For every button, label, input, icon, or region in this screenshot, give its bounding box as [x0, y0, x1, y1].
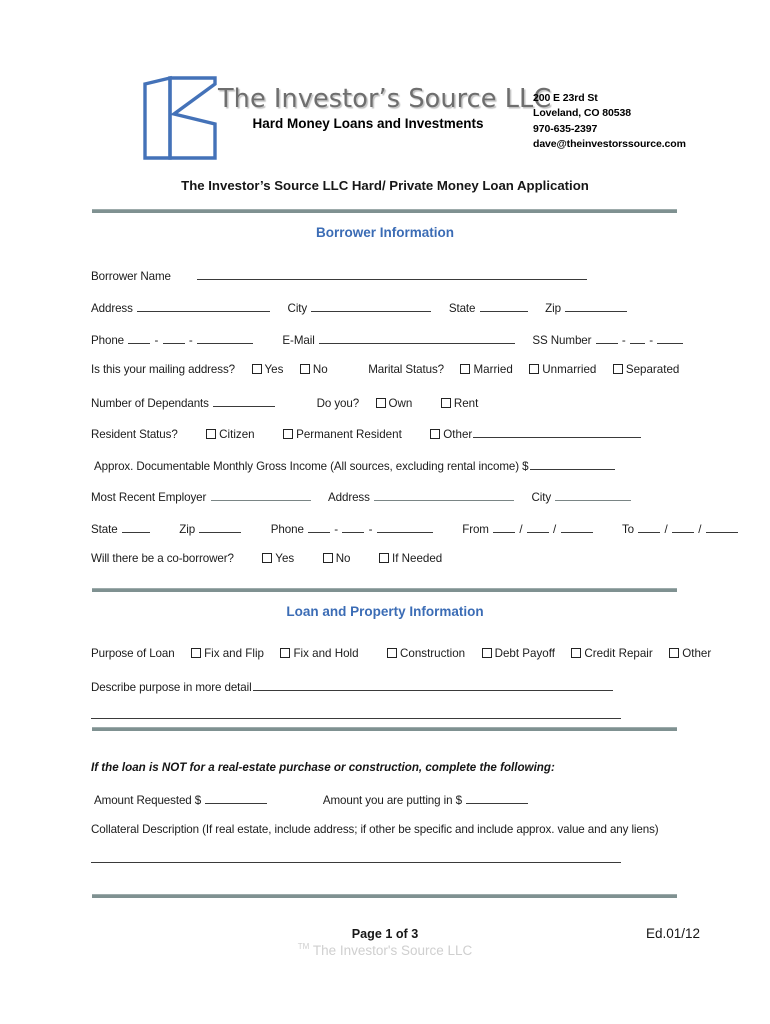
purpose-of-loan-label: Purpose of Loan — [91, 647, 175, 660]
collateral-description-input-line2[interactable] — [92, 894, 677, 898]
checkbox-icon — [283, 429, 293, 439]
section-divider-top — [92, 209, 677, 213]
field-row-employer — [91, 489, 691, 505]
checkbox-icon — [191, 648, 201, 658]
checkbox-coborrower-no[interactable] — [323, 552, 351, 566]
checkbox-own[interactable] — [376, 397, 413, 411]
field-row-resident-status — [91, 426, 691, 442]
dependants-input[interactable] — [213, 395, 275, 407]
checkbox-credit-repair-label: Credit Repair — [584, 647, 653, 660]
checkbox-icon — [529, 364, 539, 374]
field-row-borrower-name — [91, 268, 691, 284]
field-row-collateral-description — [91, 823, 691, 837]
employer-phone-prefix-input[interactable] — [342, 521, 364, 533]
checkbox-coborrower-if-needed-label: If Needed — [391, 552, 443, 565]
document-header — [0, 68, 770, 168]
checkbox-icon — [460, 364, 470, 374]
marital-status-question: Marital Status? — [368, 363, 445, 376]
checkbox-debt-payoff-label: Debt Payoff — [494, 647, 555, 660]
employment-to-label: To — [621, 523, 635, 536]
checkbox-icon — [669, 648, 679, 658]
ss-dash-2: - — [649, 334, 654, 347]
section-heading-loan: Loan and Property Information — [286, 604, 484, 619]
contact-email: dave@theinvestorssource.com — [533, 137, 686, 150]
amount-requested-input[interactable] — [205, 792, 267, 804]
checkbox-citizen-label: Citizen — [219, 428, 255, 441]
checkbox-mailing-no[interactable] — [300, 363, 328, 377]
employer-address-label: Address — [327, 491, 370, 504]
resident-other-input[interactable] — [473, 426, 641, 438]
phone-label: Phone — [91, 334, 125, 347]
to-day-input[interactable] — [672, 521, 694, 533]
employer-phone-label: Phone — [270, 523, 304, 536]
checkbox-icon — [379, 553, 389, 563]
field-row-amounts — [94, 792, 694, 808]
employment-from-label: From — [462, 523, 489, 536]
mailing-address-question: Is this your mailing address? — [91, 363, 236, 376]
checkbox-own-label: Own — [388, 397, 413, 410]
checkbox-icon — [262, 553, 272, 563]
checkbox-icon — [613, 364, 623, 374]
email-label: E-Mail — [282, 334, 315, 347]
checkbox-mailing-yes[interactable] — [252, 363, 284, 377]
employer-zip-input[interactable] — [199, 521, 241, 533]
from-slash-1: / — [519, 523, 523, 536]
footer-edition: Ed.01/12 — [645, 926, 700, 941]
employer-input[interactable] — [211, 489, 311, 501]
checkbox-mailing-no-label: No — [312, 363, 328, 376]
checkbox-marital-separated[interactable] — [613, 363, 680, 377]
coborrower-question: Will there be a co-borrower? — [91, 552, 234, 565]
field-row-coborrower — [91, 552, 691, 566]
employer-address-input[interactable] — [374, 489, 514, 501]
checkbox-marital-married[interactable] — [460, 363, 512, 377]
borrower-name-input[interactable] — [197, 268, 587, 280]
checkbox-mailing-yes-label: Yes — [264, 363, 284, 376]
field-row-dependants — [91, 395, 691, 411]
checkbox-marital-separated-label: Separated — [625, 363, 680, 376]
field-row-address — [91, 300, 691, 316]
resident-status-label: Resident Status? — [91, 428, 178, 441]
phone-prefix-input[interactable] — [163, 332, 185, 344]
checkbox-icon — [571, 648, 581, 658]
section-divider-non-real-estate — [92, 727, 677, 731]
ss-number-label: SS Number — [532, 334, 592, 347]
to-month-input[interactable] — [638, 521, 660, 533]
checkbox-coborrower-yes-label: Yes — [275, 552, 295, 565]
checkbox-coborrower-yes[interactable] — [262, 552, 294, 566]
city-input[interactable] — [311, 300, 431, 312]
employer-phone-dash-2: - — [368, 523, 373, 536]
checkbox-fix-and-flip-label: Fix and Flip — [204, 647, 264, 660]
zip-label: Zip — [545, 302, 561, 315]
amount-putting-in-label: Amount you are putting in $ — [322, 794, 462, 807]
checkbox-rent[interactable] — [441, 397, 479, 411]
contact-block — [533, 91, 686, 152]
checkbox-marital-unmarried[interactable] — [529, 363, 596, 377]
employer-phone-area-input[interactable] — [308, 521, 330, 533]
checkbox-construction-label: Construction — [400, 647, 466, 660]
non-real-estate-note: If the loan is NOT for a real-estate purchase or construction, complete the following: — [91, 761, 555, 774]
phone-area-input[interactable] — [128, 332, 150, 344]
employer-city-label: City — [531, 491, 552, 504]
monthly-income-label: Approx. Documentable Monthly Gross Income (All sources, excluding rental income) $ — [94, 460, 529, 473]
city-label: City — [287, 302, 308, 315]
employer-city-input[interactable] — [555, 489, 631, 501]
checkbox-icon — [482, 648, 492, 658]
checkbox-permanent-resident-label: Permanent Resident — [296, 428, 402, 441]
describe-purpose-input[interactable] — [253, 679, 613, 691]
section-heading-borrower: Borrower Information — [315, 225, 454, 240]
checkbox-citizen[interactable] — [206, 428, 254, 442]
employer-state-input[interactable] — [122, 521, 150, 533]
checkbox-coborrower-if-needed[interactable] — [379, 552, 442, 566]
company-name: The Investor’s Source LLC — [218, 84, 552, 114]
footer-page-number: Page 1 of 3 — [351, 927, 419, 941]
field-row-employer-detail — [91, 521, 702, 537]
checkbox-purpose-other-label: Other — [682, 647, 712, 660]
phone-dash-1: - — [154, 334, 159, 347]
section-divider-loan — [92, 588, 677, 592]
monthly-income-input[interactable] — [530, 458, 615, 470]
from-year-input[interactable] — [561, 521, 593, 533]
checkbox-resident-other[interactable] — [430, 428, 472, 442]
checkbox-rent-label: Rent — [453, 397, 479, 410]
contact-phone: 970-635-2397 — [533, 122, 598, 135]
checkbox-icon — [323, 553, 333, 563]
ss-part1-input[interactable] — [596, 332, 618, 344]
state-input[interactable] — [480, 300, 528, 312]
ss-part2-input[interactable] — [630, 332, 645, 344]
page-title: The Investor’s Source LLC Hard/ Private Money Loan Application — [181, 178, 589, 193]
employer-label: Most Recent Employer — [91, 491, 207, 504]
from-day-input[interactable] — [527, 521, 549, 533]
checkbox-icon — [430, 429, 440, 439]
checkbox-debt-payoff[interactable] — [482, 647, 555, 661]
footer-watermark — [0, 942, 770, 958]
from-slash-2: / — [553, 523, 557, 536]
dependants-label: Number of Dependants — [91, 397, 209, 410]
contact-city-state-zip: Loveland, CO 80538 — [533, 107, 631, 120]
email-input[interactable] — [319, 332, 515, 344]
zip-input[interactable] — [565, 300, 627, 312]
field-row-purpose-of-loan — [91, 647, 712, 661]
checkbox-icon — [252, 364, 262, 374]
checkbox-construction[interactable] — [387, 647, 465, 661]
field-row-monthly-income — [94, 458, 694, 474]
checkbox-credit-repair[interactable] — [571, 647, 652, 661]
ss-dash-1: - — [621, 334, 626, 347]
address-label: Address — [91, 302, 133, 315]
checkbox-purpose-other[interactable] — [669, 647, 711, 661]
watermark-text: The Investor's Source LLC — [312, 943, 473, 958]
employer-phone-dash-1: - — [334, 523, 339, 536]
field-row-mailing-marital — [91, 363, 691, 377]
to-slash-2: / — [698, 523, 702, 536]
checkbox-resident-other-label: Other — [443, 428, 473, 441]
company-tagline: Hard Money Loans and Investments — [252, 115, 484, 131]
checkbox-marital-married-label: Married — [473, 363, 513, 376]
checkbox-fix-and-hold[interactable] — [280, 647, 358, 661]
phone-dash-2: - — [188, 334, 193, 347]
to-year-input[interactable] — [706, 521, 738, 533]
employer-state-label: State — [91, 523, 118, 536]
collateral-description-input-line1[interactable] — [91, 862, 621, 863]
investors-source-k-logo-icon — [140, 72, 226, 164]
checkbox-icon — [280, 648, 290, 658]
to-slash-1: / — [664, 523, 668, 536]
do-you-label: Do you? — [316, 397, 360, 410]
field-row-phone-email-ss — [91, 332, 691, 348]
checkbox-coborrower-no-label: No — [335, 552, 351, 565]
field-row-describe-purpose — [91, 679, 691, 695]
checkbox-icon — [300, 364, 310, 374]
checkbox-permanent-resident[interactable] — [283, 428, 402, 442]
from-month-input[interactable] — [493, 521, 515, 533]
ss-part3-input[interactable] — [657, 332, 683, 344]
checkbox-icon — [206, 429, 216, 439]
employer-phone-line-input[interactable] — [377, 521, 433, 533]
checkbox-icon — [376, 398, 386, 408]
checkbox-icon — [441, 398, 451, 408]
checkbox-fix-and-flip[interactable] — [191, 647, 264, 661]
phone-line-input[interactable] — [197, 332, 253, 344]
borrower-name-label: Borrower Name — [91, 270, 171, 283]
address-input[interactable] — [137, 300, 270, 312]
trademark-symbol: TM — [297, 942, 310, 951]
state-label: State — [448, 302, 476, 315]
collateral-description-label: Collateral Description (If real estate, include address; if other be specific and include approx. value and any liens) — [91, 823, 659, 836]
checkbox-marital-unmarried-label: Unmarried — [542, 363, 597, 376]
checkbox-icon — [387, 648, 397, 658]
checkbox-fix-and-hold-label: Fix and Hold — [293, 647, 359, 660]
amount-putting-in-input[interactable] — [466, 792, 528, 804]
contact-street: 200 E 23rd St — [533, 92, 598, 104]
amount-requested-label: Amount Requested $ — [94, 794, 202, 807]
describe-purpose-label: Describe purpose in more detail — [91, 681, 252, 694]
describe-purpose-input-line2[interactable] — [91, 718, 621, 719]
logo-wordmark — [218, 84, 552, 132]
employer-zip-label: Zip — [179, 523, 196, 536]
